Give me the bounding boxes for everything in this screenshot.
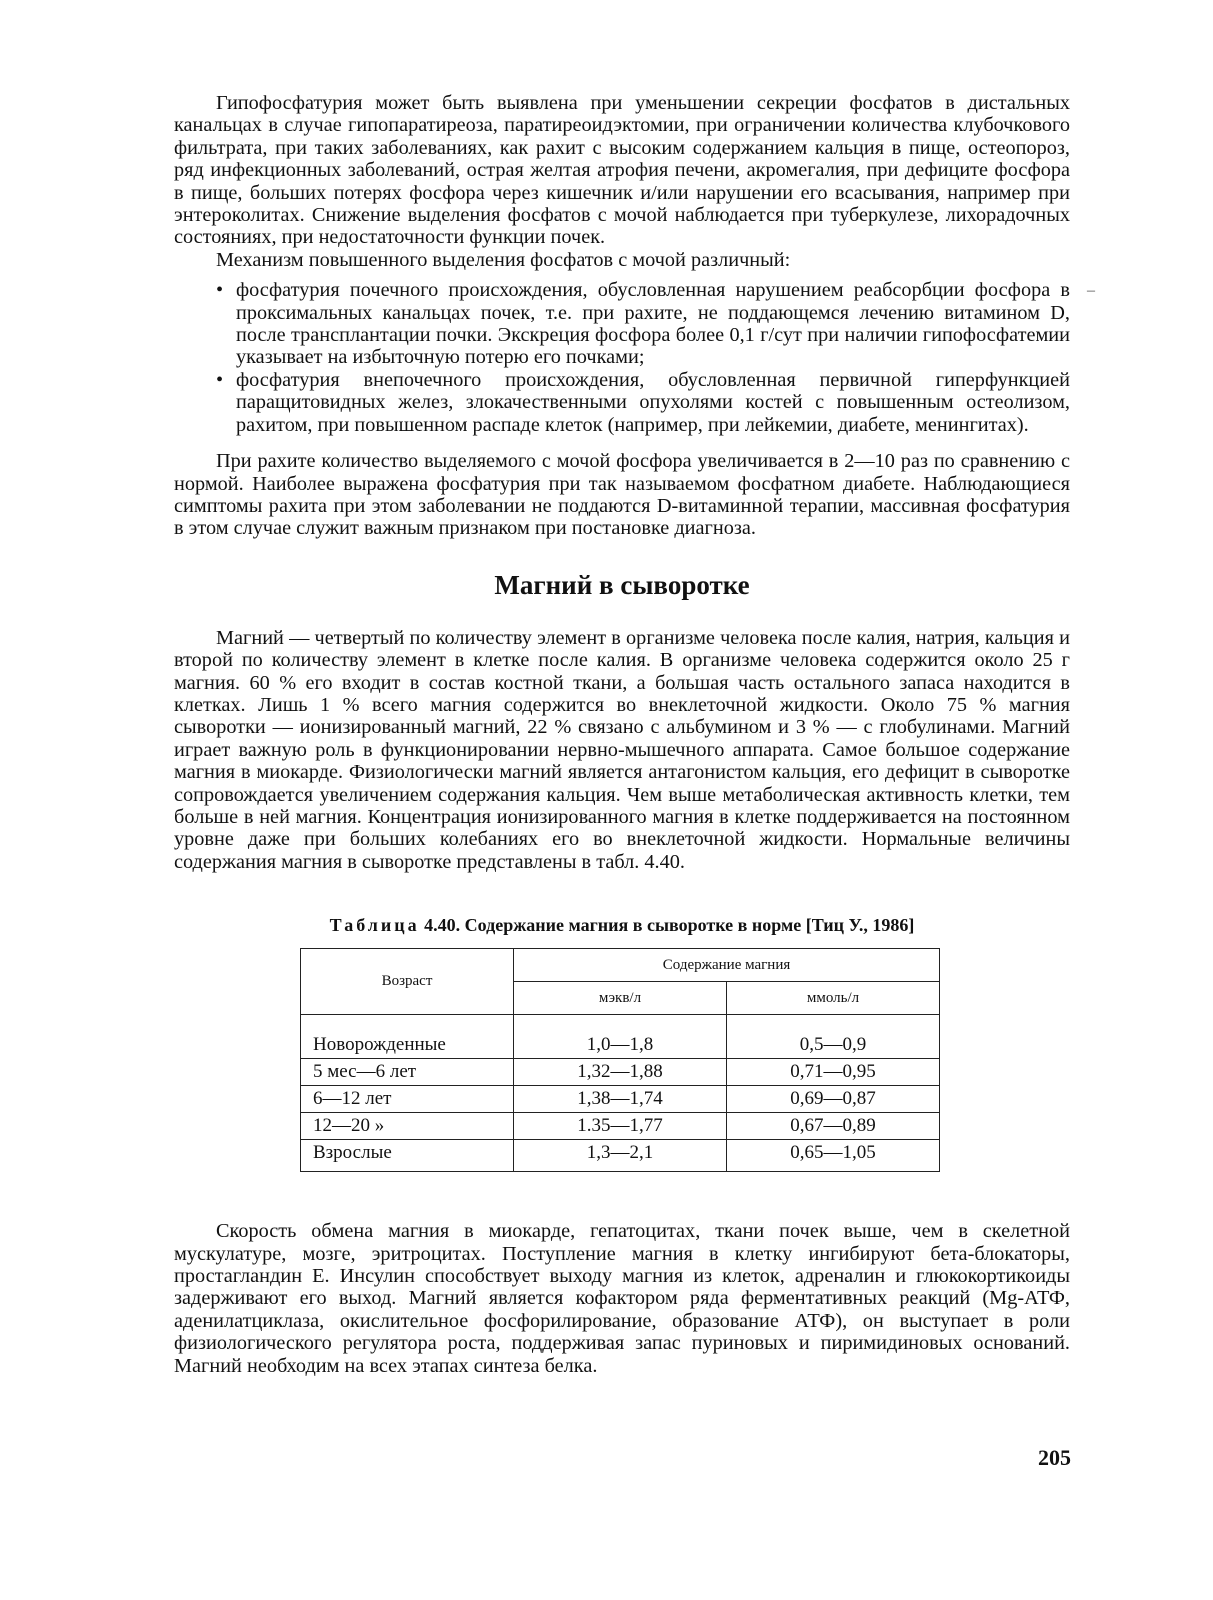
cell-meq: 1,32—1,88 (514, 1059, 727, 1086)
cell-meq: 1.35—1,77 (514, 1113, 727, 1140)
cell-age: 5 мес—6 лет (301, 1059, 514, 1086)
paragraph-mechanism-intro: Механизм повышенного выделения фосфатов с мочой различный: (216, 248, 791, 271)
header-mmol: ммоль/л (727, 982, 940, 1015)
page-content (174, 92, 1070, 1377)
cell-meq: 1,3—2,1 (514, 1140, 727, 1172)
paragraph-rickets: При рахите количество выделяемого с мочой фосфора увеличивается в 2—10 раз по сравнению с нормой. Наиболее выражена фосфатурия при так называемом фосфатном диабете. Наблюдающиеся симптомы рахита при этом заболевании не поддаются D-витаминной терапии, массивная фосфатурия в этом случае служит важным признаком при постановке диагноза. (174, 450, 1070, 540)
cell-meq: 1,0—1,8 (514, 1015, 727, 1059)
table-row (301, 1015, 940, 1059)
bullet-list (174, 279, 1070, 436)
table-row (301, 1086, 940, 1113)
paragraph-magnesium: Магний — четвертый по количеству элемент в организме человека после калия, натрия, кальция и второй по количеству элемент в клетке после калия. В организме человека содержится около 25 г магния. 60 % его входит в состав костной ткани, а большая часть остального запаса находится в клетках. Лишь 1 % всего магния содержится во внеклеточной жидкости. Около 75 % магния сыворотки — ионизированный магний, 22 % связано с альбумином и 3 % — с глобулинами. Магний играет важную роль в функционировании нервно-мышечного аппарата. Самое большое содержание магния в миокарде. Физиологически магний является антагонистом кальция, его дефицит в сыворотке сопровождается увеличением содержания кальция. Чем выше метаболическая активность клетки, тем больше в ней магния. Концентрация ионизированного магния в клетке поддерживается на постоянном уровне даже при больших колебаниях его во внеклеточной жидкости. Нормальные величины содержания магния в сыворотке представлены в табл. 4.40. (174, 626, 1070, 873)
cell-mmol: 0,67—0,89 (727, 1113, 940, 1140)
page-number: 205 (1038, 1445, 1071, 1470)
magnesium-table (300, 948, 940, 1172)
bullet-item (174, 279, 1070, 369)
header-content-group: Содержание магния (514, 949, 940, 982)
paragraph-exchange: Скорость обмена магния в миокарде, гепатоцитах, ткани почек выше, чем в скелетной мускулатуре, мозге, эритроцитах. Поступление магния в клетку ингибируют бета-блокаторы, простагландин Е. Инсулин способствует выходу магния из клеток, адреналин и глюкокортикоиды задерживают его выход. Магний является кофактором ряда ферментативных реакций (Mg-АТФ, аденилатциклаза, окислительное фосфорилирование, образование АТФ), он выступает в роли физиологического регулятора роста, поддерживая запас пуриновых и пиримидиновых оснований. Магний необходим на всех этапах синтеза белка. (174, 1220, 1070, 1377)
cell-meq: 1,38—1,74 (514, 1086, 727, 1113)
table-caption-label: Таблица (329, 915, 420, 936)
cell-age: Взрослые (301, 1140, 514, 1172)
margin-mark: – (1087, 282, 1095, 299)
cell-age: Новорожденные (301, 1015, 514, 1059)
bullet-icon: • (216, 279, 224, 302)
table-row (301, 1059, 940, 1086)
paragraph-hypophosphaturia: Гипофосфатурия может быть выявлена при уменьшении секреции фосфатов в дистальных канальцах в случае гипопаратиреоза, паратиреоидэктомии, при ограничении количества клубочкового фильтрата, при таких заболеваниях, как рахит с высоким содержанием кальция в пище, остеопороз, ряд инфекционных заболеваний, острая желтая атрофия печени, акромегалия, при дефиците фосфора в пище, больших потерях фосфора через кишечник и/или нарушении его всасывания, например при энтероколитах. Снижение выделения фосфатов с мочой наблюдается при туберкулезе, лихорадочных состояниях, при недостаточности функции почек. (174, 92, 1070, 249)
bullet-icon: • (216, 368, 224, 391)
cell-mmol: 0,65—1,05 (727, 1140, 940, 1172)
bullet-text: фосфатурия почечного происхождения, обусловленная нарушением реабсорбции фосфора в проксимальных канальцах почек, т.е. при рахите, не поддающемся лечению витамином D, после трансплантации почки. Экскреция фосфора более 0,1 г/сут при наличии гипофосфатемии указывает на избыточную потерю его почками; (236, 279, 1070, 369)
header-meq: мэкв/л (514, 982, 727, 1015)
cell-age: 6—12 лет (301, 1086, 514, 1113)
cell-mmol: 0,69—0,87 (727, 1086, 940, 1113)
bullet-item (174, 369, 1070, 436)
section-title: Магний в сыворотке (494, 569, 750, 600)
table-caption-text: 4.40. Содержание магния в сыворотке в норме [Тиц У., 1986] (424, 915, 915, 936)
table-body (301, 1015, 940, 1172)
cell-age: 12—20 » (301, 1113, 514, 1140)
bullet-text: фосфатурия внепочечного происхождения, обусловленная первичной гиперфункцией паращитовидных желез, злокачественными опухолями костей с повышенным остеолизом, рахитом, при повышенном распаде клеток (например, при лейкемии, диабете, менингитах). (236, 368, 1070, 436)
cell-mmol: 0,5—0,9 (727, 1015, 940, 1059)
cell-mmol: 0,71—0,95 (727, 1059, 940, 1086)
table-caption (174, 915, 1070, 936)
table-row (301, 1113, 940, 1140)
header-age: Возраст (301, 949, 514, 1015)
table-row (301, 1140, 940, 1172)
